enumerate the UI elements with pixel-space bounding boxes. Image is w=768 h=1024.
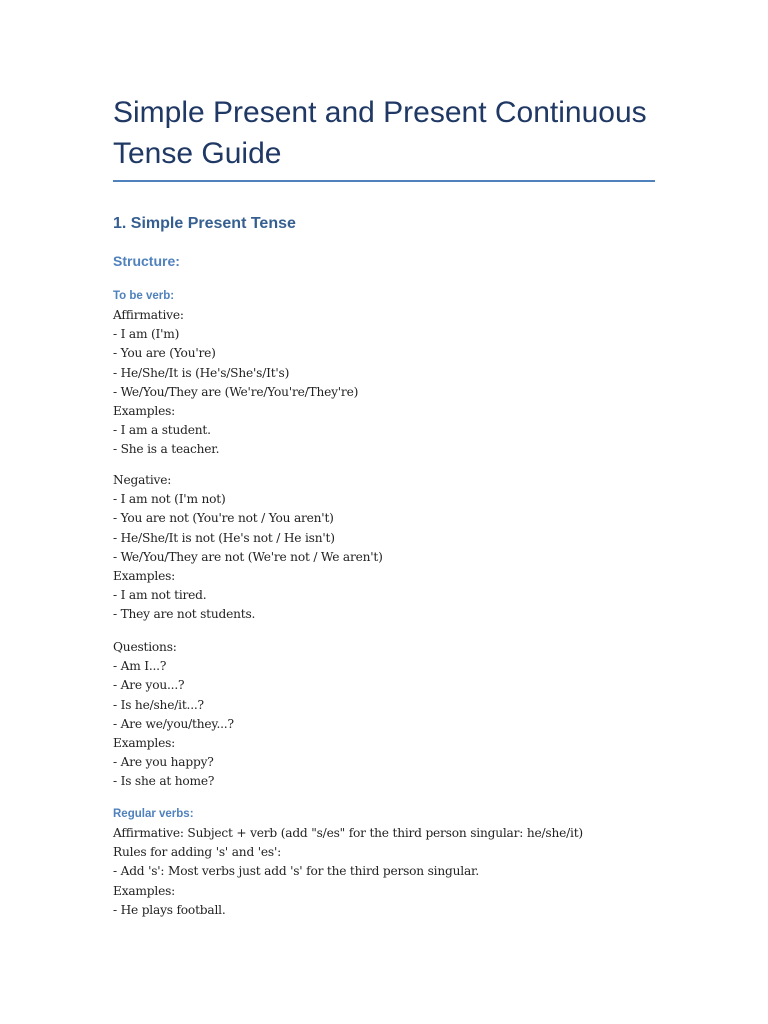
negative-form: - You are not (You're not / You aren't) (113, 511, 334, 526)
affirmative-form: - We/You/They are (We're/You're/They're) (113, 384, 359, 399)
affirmative-form: - I am (I'm) (113, 327, 180, 342)
example-sentence: - Is she at home? (113, 774, 215, 789)
negative-form: - He/She/It is not (He's not / He isn't) (113, 530, 335, 545)
document-title: Simple Present and Present Continuous Tense Guide (113, 96, 647, 170)
regular-verbs-heading: Regular verbs: (113, 808, 194, 820)
negative-form: - We/You/They are not (We're not / We aren't) (113, 549, 383, 564)
question-form: - Am I...? (113, 659, 167, 674)
affirmative-label: Affirmative: (113, 308, 184, 322)
example-sentence: - Are you happy? (113, 755, 214, 770)
example-sentence: - They are not students. (113, 607, 256, 622)
examples-label: Examples: (113, 736, 176, 751)
negative-label: Negative: (113, 473, 172, 487)
regular-affirmative-rule: Affirmative: Subject + verb (add "s/es" for the third person singular: he/she/it) (113, 826, 583, 840)
negative-form: - I am not (I'm not) (113, 492, 226, 507)
spelling-rule: - Add 's': Most verbs just add 's' for the third person singular. (113, 864, 479, 879)
example-sentence: - He plays football. (113, 902, 226, 917)
regular-verbs-block (113, 824, 673, 920)
example-sentence: - I am not tired. (113, 588, 207, 603)
example-sentence: - She is a teacher. (113, 442, 220, 457)
affirmative-form: - He/She/It is (He's/She's/It's) (113, 365, 290, 380)
question-form: - Are we/you/they...? (113, 716, 234, 731)
to-be-verb-heading: To be verb: (113, 290, 175, 302)
to-be-negative-block (113, 471, 673, 625)
affirmative-form: - You are (You're) (113, 346, 216, 361)
examples-label: Examples: (113, 569, 176, 584)
question-form: - Are you...? (113, 678, 185, 693)
question-form: - Is he/she/it...? (113, 697, 204, 712)
rules-label: Rules for adding 's' and 'es': (113, 845, 281, 860)
to-be-affirmative-block (113, 306, 673, 460)
title-underline-divider (113, 180, 655, 182)
to-be-questions-block (113, 638, 673, 792)
examples-label: Examples: (113, 883, 176, 898)
example-sentence: - I am a student. (113, 423, 211, 438)
section-heading-simple-present: 1. Simple Present Tense (113, 215, 296, 232)
structure-heading: Structure: (113, 253, 180, 269)
questions-label: Questions: (113, 640, 177, 654)
examples-label: Examples: (113, 404, 176, 419)
